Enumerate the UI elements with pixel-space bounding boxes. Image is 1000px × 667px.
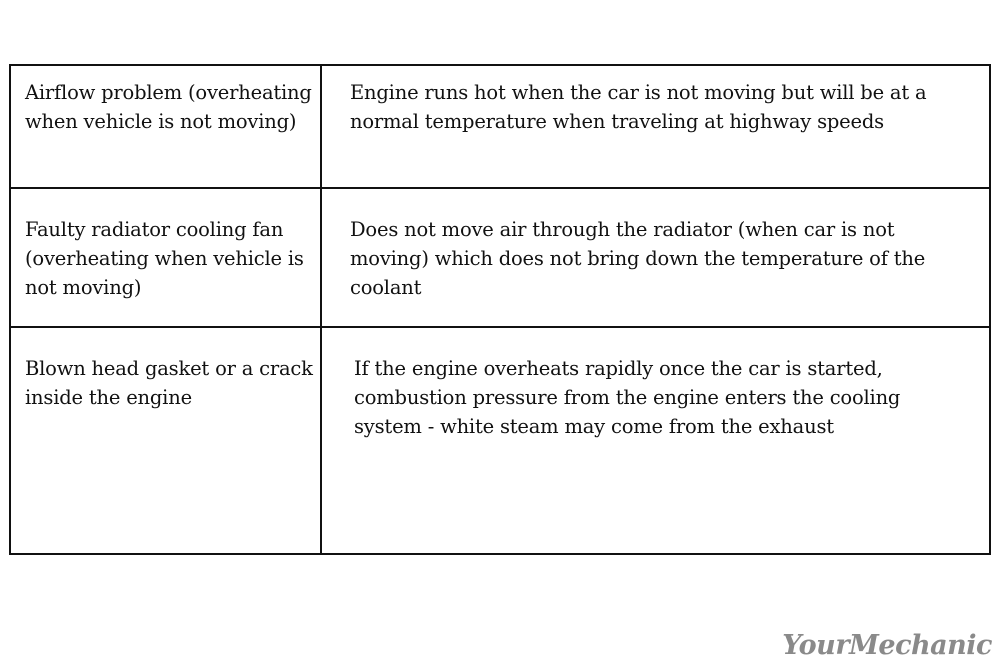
overheating-causes-table bbox=[9, 64, 991, 555]
yourmechanic-logo: YourMechanic bbox=[782, 630, 992, 661]
table-row bbox=[11, 328, 989, 553]
cause-cell: Faulty radiator cooling fan (overheating when vehicle is not moving) bbox=[11, 189, 322, 326]
description-cell: Does not move air through the radiator (when car is not moving) which does not bring down the temperature of the coolant bbox=[350, 218, 926, 299]
table-row bbox=[11, 66, 989, 189]
cause-cell: Airflow problem (overheating when vehicle is not moving) bbox=[11, 66, 322, 187]
cause-cell: Blown head gasket or a crack inside the engine bbox=[11, 328, 322, 553]
description-cell: Engine runs hot when the car is not moving but will be at a normal temperature when traveling at highway speeds bbox=[350, 81, 927, 133]
description-cell: If the engine overheats rapidly once the car is started, combustion pressure from the engine enters the cooling system - white steam may come from the exhaust bbox=[354, 357, 901, 438]
table-row bbox=[11, 189, 989, 328]
